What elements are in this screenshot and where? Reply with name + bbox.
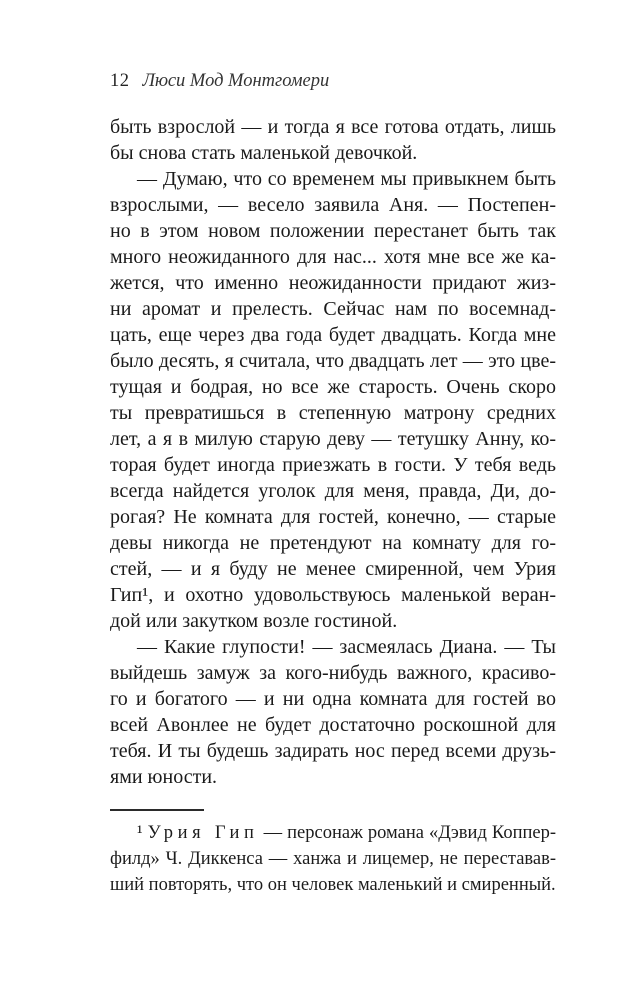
- text-line: го и богатого — и ни одна комната для гостей во: [110, 688, 556, 710]
- footnote-line: ший повторять, что он человек маленький и смиренный.: [110, 875, 556, 895]
- text-line: — Думаю, что со временем мы привыкнем быть: [137, 168, 556, 190]
- paragraph: [110, 166, 556, 634]
- footnote-line: филд» Ч. Диккенса — ханжа и лицемер, не переставав-: [110, 849, 556, 869]
- text-line: всей Авонлее не будет достаточно роскошной для: [110, 714, 556, 736]
- text-line: ями юности.: [110, 766, 218, 788]
- page-number: 12: [110, 71, 130, 91]
- running-header: [110, 69, 556, 93]
- footnote-divider: [110, 809, 204, 811]
- text-line: тебя. И ты будешь задирать нос перед всеми друзь-: [110, 740, 556, 762]
- text-line: рогая? Не комната для гостей, конечно, — старые: [110, 506, 556, 528]
- page-body: [110, 114, 556, 790]
- text-line: взрослыми, — весело заявила Аня. — Постепен-: [110, 194, 556, 216]
- text-line: ты превратишься в степенную матрону средних: [110, 402, 556, 424]
- text-line: много неожиданного для нас... хотя мне все же ка-: [110, 246, 556, 268]
- footnote-term: Урия Гип: [147, 823, 259, 843]
- footnote: [110, 820, 556, 898]
- paragraph: [110, 634, 556, 790]
- text-line: быть взрослой — и тогда я все готова отдать, лишь: [110, 116, 556, 138]
- text-line: тущая и бодрая, но все же старость. Очень скоро: [110, 376, 556, 398]
- text-line: девы никогда не претендуют на комнату для го-: [110, 532, 556, 554]
- text-line: но в этом новом положении перестанет быть так: [110, 220, 556, 242]
- footnote-line: [110, 820, 556, 846]
- text-line: ни аромат и прелесть. Сейчас нам по восемнад-: [110, 298, 556, 320]
- footnote-marker: ¹: [137, 823, 148, 843]
- footnote-definition-start: — персонаж романа «Дэвид Коппер-: [258, 823, 556, 843]
- text-line: дой или закутком возле гостиной.: [110, 610, 398, 632]
- text-line: стей, — и я буду не менее смиренной, чем Урия: [110, 558, 556, 580]
- text-line: цать, еще через два года будет двадцать. Когда мне: [110, 324, 556, 346]
- text-line: торая будет иногда приезжать в гости. У тебя ведь: [110, 454, 556, 476]
- text-line: бы снова стать маленькой девочкой.: [110, 142, 418, 164]
- text-line: Гип¹, и охотно удовольствуюсь маленькой веран-: [110, 584, 556, 606]
- running-title: Люси Мод Монтгомери: [142, 71, 330, 91]
- text-line: — Какие глупости! — засмеялась Диана. — Ты: [137, 636, 556, 658]
- text-line: жется, что именно неожиданности придают жиз-: [110, 272, 556, 294]
- text-line: всегда найдется уголок для меня, правда, Ди, до-: [110, 480, 556, 502]
- text-line: было десять, я считала, что двадцать лет — это цве-: [110, 350, 556, 372]
- text-line: лет, а я в милую старую деву — тетушку Анну, ко-: [110, 428, 556, 450]
- text-line: выйдешь замуж за кого-нибудь важного, красиво-: [110, 662, 556, 684]
- paragraph: [110, 114, 556, 166]
